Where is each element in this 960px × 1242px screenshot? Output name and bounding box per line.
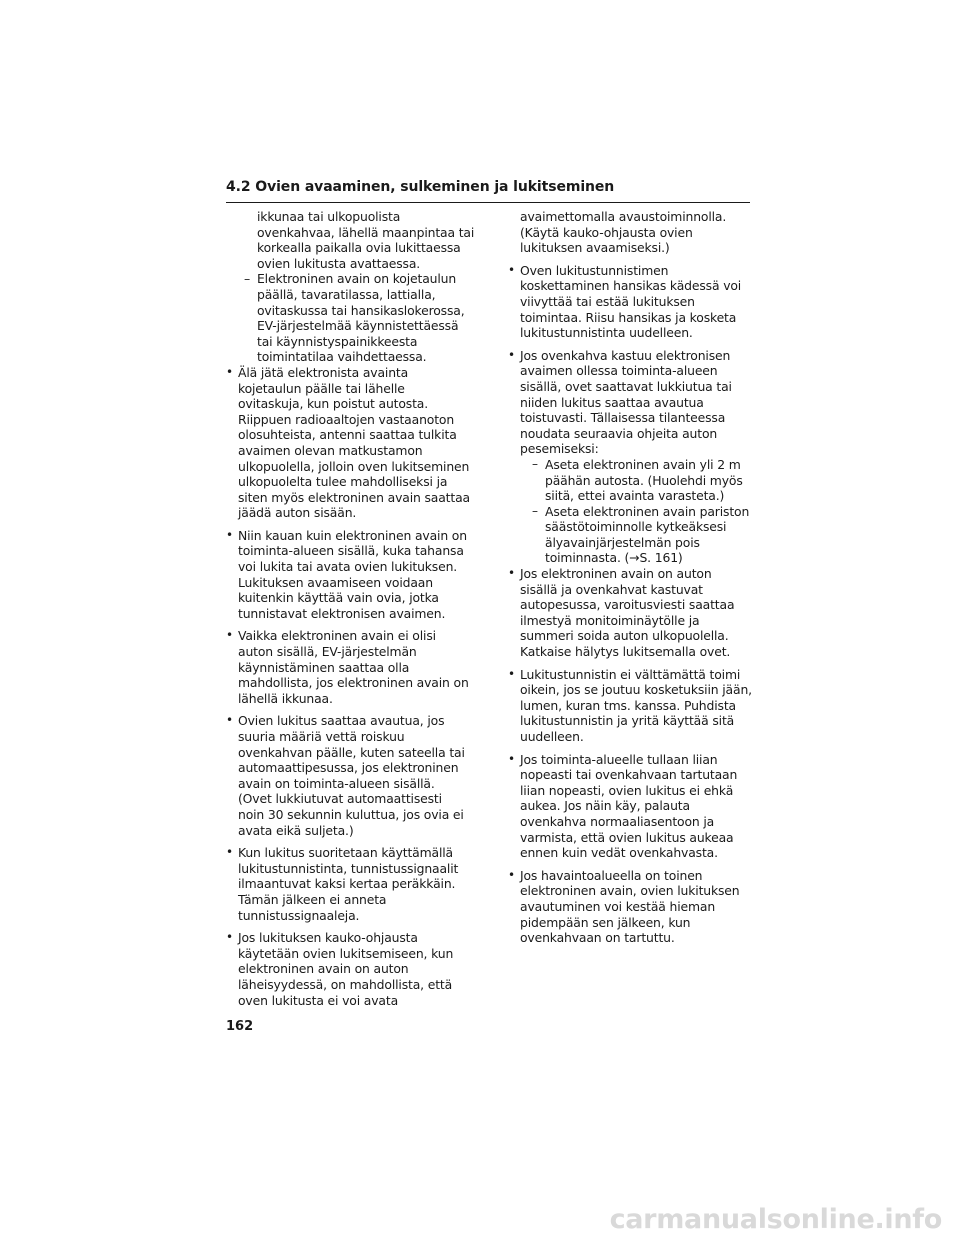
text-line: tunnistavat elektronisen avaimen. <box>238 605 446 621</box>
bullet-item <box>226 628 469 706</box>
text-line: avata eikä suljeta.) <box>238 822 354 838</box>
text-line: ovenkahvaan on tartuttu. <box>520 930 675 946</box>
text-line: ovien lukitusta avattaessa. <box>257 255 421 271</box>
text-line: ovenkahva normaaliasentoon ja <box>520 813 715 829</box>
text-line: lukitustunnistin ja yritä käyttää sitä <box>520 713 735 729</box>
text-line: ovitaskuja, kun poistut autosta. <box>238 396 429 412</box>
text-line: koskettaminen hansikas kädessä voi <box>520 278 742 294</box>
text-line: säästötoiminnolle kytkeäksesi <box>545 519 727 535</box>
text-line: tai käynnistyspainikkeesta <box>257 333 418 349</box>
bullet-item <box>508 263 752 341</box>
text-line: nopeasti tai ovenkahvaan tartutaan <box>520 767 738 783</box>
text-line: ikkunaa tai ulkopuolista <box>257 209 401 224</box>
text-line: Aseta elektroninen avain pariston <box>545 503 750 519</box>
bullet-marker: • <box>226 713 233 728</box>
text-line: ovenkahvan päälle, kuten sateella tai <box>238 744 465 760</box>
section-header <box>226 178 750 203</box>
text-line: ilmestyä monitoiminäytölle ja <box>520 612 700 628</box>
text-line: lukitustunnistinta, tunnistussignaalit <box>238 860 459 876</box>
text-line: lukitustunnistinta uudelleen. <box>520 325 693 341</box>
text-line: uudelleen. <box>520 729 584 744</box>
text-line: sisällä ja ovenkahvat kastuvat <box>520 581 703 597</box>
text-line: olosuhteista, antenni saattaa tulkita <box>238 427 457 443</box>
text-line: toiminta-alueen sisällä, kuka tahansa <box>238 543 464 559</box>
text-line: automaattipesussa, jos elektroninen <box>238 760 459 776</box>
text-line: avaimettomalla avaustoiminnolla. <box>520 209 727 224</box>
text-line: toistuvasti. Tällaisessa tilanteessa <box>520 410 726 426</box>
text-line: varmista, että ovien lukitus aukeaa <box>520 829 734 845</box>
bullet-marker: • <box>226 930 233 945</box>
text-line: avaimen ollessa toiminta-alueen <box>520 363 718 379</box>
text-line: älyavainjärjestelmän pois <box>545 534 700 550</box>
text-line: liian nopeasti, ovien lukitus ei ehkä <box>520 782 734 798</box>
bullet-marker: • <box>508 751 515 766</box>
text-line: siten myös elektroninen avain saattaa <box>238 489 470 505</box>
bullet-item <box>508 566 752 660</box>
text-line: päähän autosta. (Huolehdi myös <box>545 472 743 488</box>
text-line: voi lukita tai avata ovien lukituksen. <box>238 559 458 575</box>
text-line: autopesussa, varoitusviesti saattaa <box>520 597 735 613</box>
page-number: 162 <box>226 1019 254 1034</box>
bullet-marker: • <box>226 364 233 379</box>
text-line: ulkopuolella, jolloin oven lukitseminen <box>238 458 470 474</box>
text-line: lähellä ikkunaa. <box>238 690 333 706</box>
text-line: noudata seuraavia ohjeita auton <box>520 425 718 441</box>
text-line: viivyttää tai estää lukituksen <box>520 293 695 309</box>
text-line: toimintaa. Riisu hansikas ja kosketa <box>520 309 737 325</box>
text-line: Elektroninen avain on kojetaulun <box>257 271 457 287</box>
text-line: aukea. Jos näin käy, palauta <box>520 798 690 814</box>
bullet-item <box>508 752 752 861</box>
text-line: pidempään sen jälkeen, kun <box>520 914 691 930</box>
text-line: lumen, kuran tms. kanssa. Puhdista <box>520 697 736 713</box>
dash-item <box>520 457 752 504</box>
bullet-item <box>508 348 752 566</box>
text-line: summeri soida auton ulkopuolella. <box>520 628 729 644</box>
text-line: Riippuen radioaaltojen vastaanoton <box>238 411 455 427</box>
text-line: toiminnasta. (→S. 161) <box>545 550 683 566</box>
text-line: (Käytä kauko-ohjausta ovien <box>520 224 693 240</box>
text-line: käynnistäminen saattaa olla <box>238 659 410 675</box>
bullet-item <box>226 364 470 521</box>
text-line: ennen kuin vedät ovenkahvasta. <box>520 845 718 861</box>
text-line: pesemiseksi: <box>520 441 599 457</box>
bullet-marker: • <box>226 628 233 643</box>
text-line: ovenkahvaa, lähellä maanpintaa tai <box>257 224 475 240</box>
text-line: Jos havaintoalueella on toinen <box>520 867 703 883</box>
text-line: ulkopuolelta tulee mahdolliseksi ja <box>238 474 448 490</box>
bullet-marker: • <box>508 867 515 882</box>
text-line: Aseta elektroninen avain yli 2 m <box>545 456 741 472</box>
dash-marker: – <box>532 503 538 518</box>
text-line: avautuminen voi kestää hieman <box>520 898 716 914</box>
bullet-item <box>226 930 466 1008</box>
text-line: Jos elektroninen avain on auton <box>520 566 712 582</box>
text-line: toimintatilaa vaihdettaessa. <box>257 349 427 365</box>
text-line: auton sisällä, EV-järjestelmän <box>238 644 417 660</box>
text-line: kojetaulun päälle tai lähelle <box>238 380 405 396</box>
text-line: Jos ovenkahva kastuu elektronisen <box>520 347 731 363</box>
text-line: noin 30 sekunnin kuluttua, jos ovia ei <box>238 806 464 822</box>
text-line: päällä, tavaratilassa, lattialla, <box>257 286 436 302</box>
bullet-item <box>508 868 752 946</box>
text-line: Jos toiminta-alueelle tullaan liian <box>520 751 718 767</box>
text-line: oven lukitusta ei voi avata <box>238 992 399 1008</box>
text-line: Älä jätä elektronista avainta <box>238 364 409 380</box>
bullet-marker: • <box>226 527 233 542</box>
bullet-marker: • <box>508 347 515 362</box>
text-line: ovitaskussa tai hansikaslokerossa, <box>257 302 465 318</box>
text-line: Kun lukitus suoritetaan käyttämällä <box>238 845 453 861</box>
left-column <box>226 209 475 1008</box>
dash-marker: – <box>244 271 251 287</box>
text-line: elektroninen avain on auton <box>238 961 409 977</box>
text-line: Katkaise hälytys lukitsemalla ovet. <box>520 644 731 660</box>
text-line: käytetään ovien lukitsemiseen, kun <box>238 945 454 961</box>
text-line: mahdollista, jos elektroninen avain on <box>238 675 469 691</box>
bullet-item <box>226 845 466 923</box>
text-line: läheisyydessä, on mahdollista, että <box>238 976 453 992</box>
text-line: Oven lukitustunnistimen <box>520 262 669 278</box>
right-column <box>508 209 752 946</box>
text-line: lukituksen avaamiseksi.) <box>520 240 670 256</box>
text-line: (Ovet lukkiutuvat automaattisesti <box>238 791 442 807</box>
text-line: elektroninen avain, ovien lukituksen <box>520 883 740 899</box>
bullet-marker: • <box>508 666 515 681</box>
dash-item <box>520 504 752 566</box>
bullet-item <box>508 667 752 745</box>
bullet-item <box>226 528 466 622</box>
text-line: jäädä auton sisään. <box>238 505 357 521</box>
text-line: korkealla paikalla ovia lukittaessa <box>257 240 461 256</box>
text-line: Lukitustunnistin ei välttämättä toimi <box>520 666 741 682</box>
text-line: Lukituksen avaamiseen voidaan <box>238 574 433 590</box>
text-line: siitä, ettei avainta varasteta.) <box>545 488 725 504</box>
bullet-marker: • <box>508 566 515 581</box>
text-line: avain on toiminta-alueen sisällä. <box>238 775 435 791</box>
right-bullet-list <box>508 566 752 946</box>
text-line: Vaikka elektroninen avain ei olisi <box>238 628 436 644</box>
continuation-text <box>508 209 752 256</box>
continuation-text <box>226 209 475 271</box>
watermark: carmanualsonline.info <box>609 1204 942 1235</box>
bullet-marker: • <box>226 845 233 860</box>
text-line: sisällä, ovet saattavat lukkiutua tai <box>520 378 732 394</box>
text-line: kuitenkin käyttää vain ovia, jotka <box>238 590 439 606</box>
bullet-marker: • <box>508 262 515 277</box>
text-line: oikein, jos se joutuu kosketuksiin jään, <box>520 682 752 698</box>
text-line: Niin kauan kuin elektroninen avain on <box>238 527 467 543</box>
text-line: EV-järjestelmää käynnistettäessä <box>257 318 459 334</box>
text-line: Jos lukituksen kauko-ohjausta <box>238 930 418 946</box>
text-line: niiden lukitus saattaa avautua <box>520 394 704 410</box>
text-line: tunnistussignaaleja. <box>238 907 360 923</box>
text-line: suuria määriä vettä roiskuu <box>238 729 405 744</box>
dash-item <box>226 271 466 365</box>
section-title: 4.2 Ovien avaaminen, sulkeminen ja lukitseminen <box>226 179 615 195</box>
text-line: Tämän jälkeen ei anneta <box>238 891 387 907</box>
left-bullet-list <box>226 364 470 1008</box>
bullet-item <box>226 713 466 838</box>
text-line: Ovien lukitus saattaa avautua, jos <box>238 713 445 729</box>
text-line: ilmaantuvat kaksi kertaa peräkkäin. <box>238 876 456 892</box>
dash-marker: – <box>532 456 538 471</box>
text-line: avaimen olevan matkustamon <box>238 442 423 458</box>
